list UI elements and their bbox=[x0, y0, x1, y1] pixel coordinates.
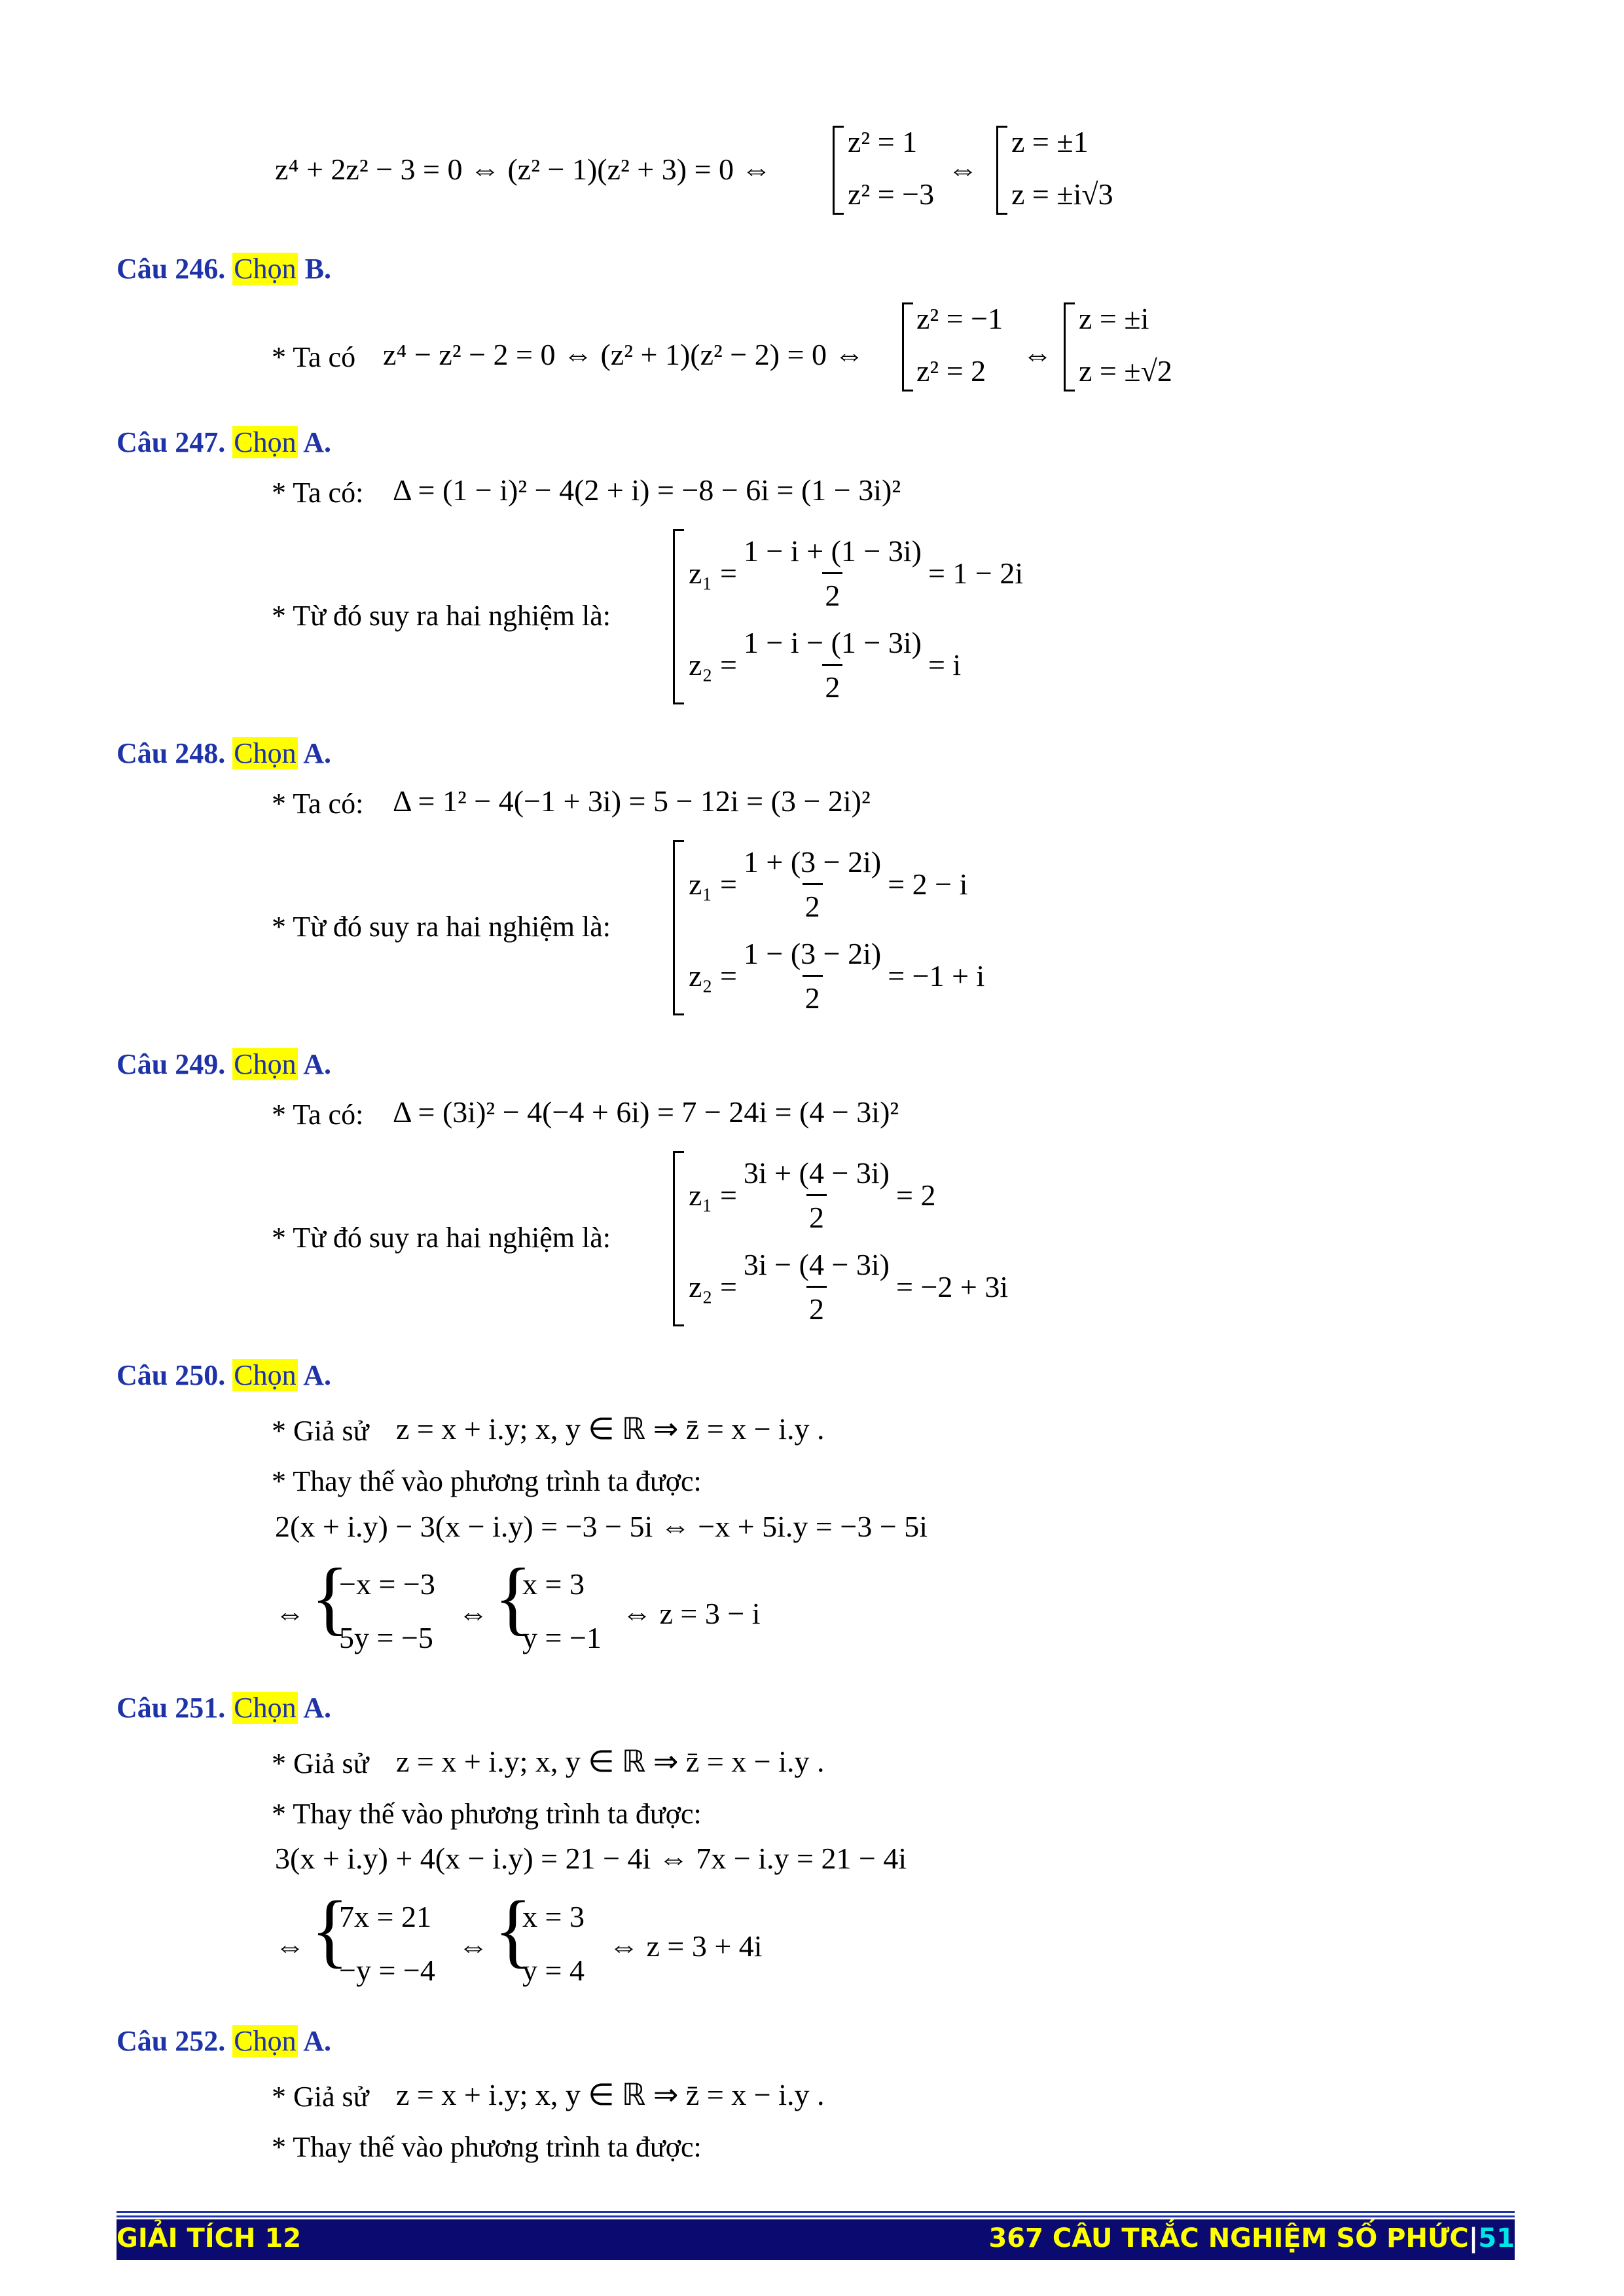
answer-dot: . bbox=[323, 426, 331, 458]
q249-delta: Δ = (3i)² − 4(−4 + 6i) = 7 − 24i = (4 − 3i)² bbox=[393, 1095, 899, 1129]
q246-s1a: z² = −1 bbox=[916, 302, 1003, 335]
q251-s1b: −y = −4 bbox=[339, 1954, 435, 1987]
z1-denominator: 2 bbox=[803, 883, 823, 924]
answer-dot: . bbox=[323, 1048, 331, 1080]
top-sys1-b: z² = −3 bbox=[848, 177, 935, 211]
question-number: Câu 247. bbox=[117, 426, 226, 458]
z2-label: z₂ = bbox=[689, 1270, 737, 1303]
q247-delta: Δ = (1 − i)² − 4(2 + i) = −8 − 6i = (1 − 3i)² bbox=[393, 473, 901, 507]
z1-numerator: 1 + (3 − 2i) bbox=[743, 845, 882, 879]
q251-result: ⇔ z = 3 + 4i bbox=[609, 1929, 763, 1963]
z1-result: = 2 − i bbox=[888, 867, 968, 901]
answer-dot: . bbox=[323, 253, 331, 285]
z1-result: = 1 − 2i bbox=[928, 556, 1024, 590]
q251-equation: 3(x + i.y) + 4(x − i.y) = 21 − 4i ⇔ 7x − i.y = 21 − 4i bbox=[275, 1842, 907, 1875]
answer-dot: . bbox=[323, 1692, 331, 1724]
answer-letter: A bbox=[303, 1048, 324, 1080]
q250-result: ⇔ z = 3 − i bbox=[622, 1597, 761, 1630]
q250-iff2: ⇔ bbox=[458, 1597, 488, 1630]
z1-denominator: 2 bbox=[806, 1194, 827, 1235]
q250-assume-eq: z = x + i.y; x, y ∈ ℝ ⇒ z̄ = x − i.y . bbox=[396, 1412, 825, 1446]
top-sys2-a: z = ±1 bbox=[1011, 125, 1089, 158]
top-sys1-a: z² = 1 bbox=[848, 125, 918, 158]
footer-separator: | bbox=[1468, 2223, 1479, 2253]
z1-fraction bbox=[741, 845, 884, 924]
footer-subject: GIẢI TÍCH 12 bbox=[117, 2223, 302, 2253]
answer-highlight: Chọn bbox=[234, 1359, 297, 1391]
z1-label: z₁ = bbox=[689, 1178, 737, 1212]
footer-rule bbox=[117, 2211, 1515, 2213]
answer-highlight: Chọn bbox=[234, 737, 297, 769]
z2-denominator: 2 bbox=[822, 664, 842, 704]
z1-result: = 2 bbox=[896, 1178, 936, 1212]
top-iff: ⇔ bbox=[948, 153, 978, 186]
q249-intro: * Ta có: bbox=[272, 1099, 364, 1131]
z2-fraction bbox=[741, 625, 924, 704]
question-249-header bbox=[117, 1048, 331, 1081]
z2-label: z₂ = bbox=[689, 648, 737, 682]
answer-highlight: Chọn bbox=[234, 1692, 297, 1724]
z2-label: z₂ = bbox=[689, 959, 737, 993]
top-sys2-b: z = ±i√3 bbox=[1011, 177, 1113, 211]
q250-assume: * Giả sử bbox=[272, 1415, 369, 1447]
q250-s1a: −x = −3 bbox=[339, 1567, 435, 1601]
q250-subst: * Thay thế vào phương trình ta được: bbox=[272, 1465, 702, 1497]
q248-roots-intro: * Từ đó suy ra hai nghiệm là: bbox=[272, 911, 611, 943]
z2-denominator: 2 bbox=[803, 975, 823, 1015]
q250-s2a: x = 3 bbox=[522, 1567, 585, 1601]
question-247-header bbox=[117, 426, 331, 459]
q251-assume-eq: z = x + i.y; x, y ∈ ℝ ⇒ z̄ = x − i.y . bbox=[396, 1745, 825, 1778]
question-252-header bbox=[117, 2024, 331, 2058]
answer-dot: . bbox=[323, 2025, 331, 2057]
q249-z2 bbox=[689, 1247, 1008, 1326]
footer-title-group bbox=[988, 2223, 1515, 2253]
z2-result: = −1 + i bbox=[888, 959, 985, 993]
q248-z2 bbox=[689, 936, 984, 1015]
question-number: Câu 252. bbox=[117, 2025, 226, 2057]
answer-highlight: Chọn bbox=[234, 426, 297, 458]
question-250-header bbox=[117, 1358, 331, 1392]
z2-denominator: 2 bbox=[806, 1286, 827, 1326]
question-246-header bbox=[117, 252, 331, 285]
q246-intro: * Ta có bbox=[272, 341, 356, 373]
q246-s2a: z = ±i bbox=[1079, 302, 1149, 335]
z1-fraction bbox=[741, 534, 924, 613]
answer-highlight: Chọn bbox=[234, 2025, 297, 2057]
z2-fraction bbox=[741, 1247, 892, 1326]
q249-roots-intro: * Từ đó suy ra hai nghiệm là: bbox=[272, 1222, 611, 1254]
q249-bracket bbox=[673, 1151, 684, 1326]
answer-highlight: Chọn bbox=[234, 1048, 297, 1080]
z1-fraction bbox=[741, 1156, 892, 1235]
z2-numerator: 1 − i − (1 − 3i) bbox=[743, 626, 922, 659]
q251-assume: * Giả sử bbox=[272, 1747, 369, 1779]
z1-numerator: 1 − i + (1 − 3i) bbox=[743, 534, 922, 568]
q247-roots-intro: * Từ đó suy ra hai nghiệm là: bbox=[272, 600, 611, 632]
q246-s2b: z = ±√2 bbox=[1079, 354, 1172, 388]
top-equation: z⁴ + 2z² − 3 = 0 ⇔ (z² − 1)(z² + 3) = 0 ⇔ bbox=[275, 153, 772, 186]
answer-letter: A bbox=[303, 737, 324, 769]
z2-result: = i bbox=[928, 648, 962, 682]
question-number: Câu 250. bbox=[117, 1359, 226, 1391]
footer-rule bbox=[117, 2215, 1515, 2217]
z1-label: z₁ = bbox=[689, 556, 737, 590]
q248-delta: Δ = 1² − 4(−1 + 3i) = 5 − 12i = (3 − 2i)² bbox=[393, 784, 871, 818]
answer-letter: A bbox=[303, 1359, 324, 1391]
q251-subst: * Thay thế vào phương trình ta được: bbox=[272, 1798, 702, 1830]
z2-numerator: 3i − (4 − 3i) bbox=[743, 1248, 890, 1281]
q250-equation: 2(x + i.y) − 3(x − i.y) = −3 − 5i ⇔ −x + 5i.y = −3 − 5i bbox=[275, 1510, 928, 1543]
q247-z1 bbox=[689, 534, 1023, 613]
q251-brace-2: { bbox=[494, 1884, 532, 1976]
q250-brace-2: { bbox=[494, 1551, 532, 1643]
q251-iff2: ⇔ bbox=[458, 1929, 488, 1963]
q248-bracket bbox=[673, 840, 684, 1015]
q249-z1 bbox=[689, 1156, 935, 1235]
q250-brace-1: { bbox=[311, 1551, 349, 1643]
answer-highlight: Chọn bbox=[234, 253, 297, 285]
z2-numerator: 1 − (3 − 2i) bbox=[743, 937, 882, 970]
q246-bracket-2 bbox=[1064, 302, 1075, 392]
answer-dot: . bbox=[323, 1359, 331, 1391]
question-number: Câu 249. bbox=[117, 1048, 226, 1080]
page-footer bbox=[117, 2219, 1515, 2260]
q248-z1 bbox=[689, 845, 967, 924]
z2-fraction bbox=[741, 936, 884, 1015]
q251-s2b: y = 4 bbox=[522, 1954, 585, 1987]
answer-letter: A bbox=[303, 2025, 324, 2057]
q247-bracket bbox=[673, 529, 684, 704]
top-bracket-2 bbox=[996, 126, 1007, 215]
answer-letter: B bbox=[304, 253, 324, 285]
page-number: 51 bbox=[1478, 2223, 1515, 2253]
question-number: Câu 246. bbox=[117, 253, 226, 285]
question-251-header bbox=[117, 1691, 331, 1724]
question-number: Câu 251. bbox=[117, 1692, 226, 1724]
top-bracket-1 bbox=[833, 126, 844, 215]
q246-s1b: z² = 2 bbox=[916, 354, 986, 388]
answer-letter: A bbox=[303, 1692, 324, 1724]
z1-label: z₁ = bbox=[689, 867, 737, 901]
q247-z2 bbox=[689, 625, 961, 704]
z2-result: = −2 + 3i bbox=[896, 1270, 1009, 1303]
q250-iff1: ⇔ bbox=[275, 1597, 305, 1630]
answer-letter: A bbox=[303, 426, 324, 458]
q251-s2a: x = 3 bbox=[522, 1900, 585, 1933]
z1-numerator: 3i + (4 − 3i) bbox=[743, 1156, 890, 1190]
q246-iff: ⇔ bbox=[1022, 338, 1053, 371]
q250-s2b: y = −1 bbox=[522, 1621, 602, 1654]
q250-s1b: 5y = −5 bbox=[339, 1621, 433, 1654]
q252-assume: * Giả sử bbox=[272, 2081, 369, 2113]
q252-subst: * Thay thế vào phương trình ta được: bbox=[272, 2131, 702, 2163]
q251-brace-1: { bbox=[311, 1884, 349, 1976]
q246-equation: z⁴ − z² − 2 = 0 ⇔ (z² + 1)(z² − 2) = 0 ⇔ bbox=[383, 338, 865, 371]
q248-intro: * Ta có: bbox=[272, 788, 364, 820]
question-number: Câu 248. bbox=[117, 737, 226, 769]
q247-intro: * Ta có: bbox=[272, 477, 364, 509]
q251-iff1: ⇔ bbox=[275, 1929, 305, 1963]
q246-bracket-1 bbox=[902, 302, 913, 392]
q251-s1a: 7x = 21 bbox=[339, 1900, 431, 1933]
answer-dot: . bbox=[323, 737, 331, 769]
question-248-header bbox=[117, 737, 331, 770]
q252-assume-eq: z = x + i.y; x, y ∈ ℝ ⇒ z̄ = x − i.y . bbox=[396, 2078, 825, 2111]
z1-denominator: 2 bbox=[822, 572, 842, 613]
footer-book-title: 367 CÂU TRẮC NGHIỆM SỐ PHỨC bbox=[988, 2223, 1469, 2253]
